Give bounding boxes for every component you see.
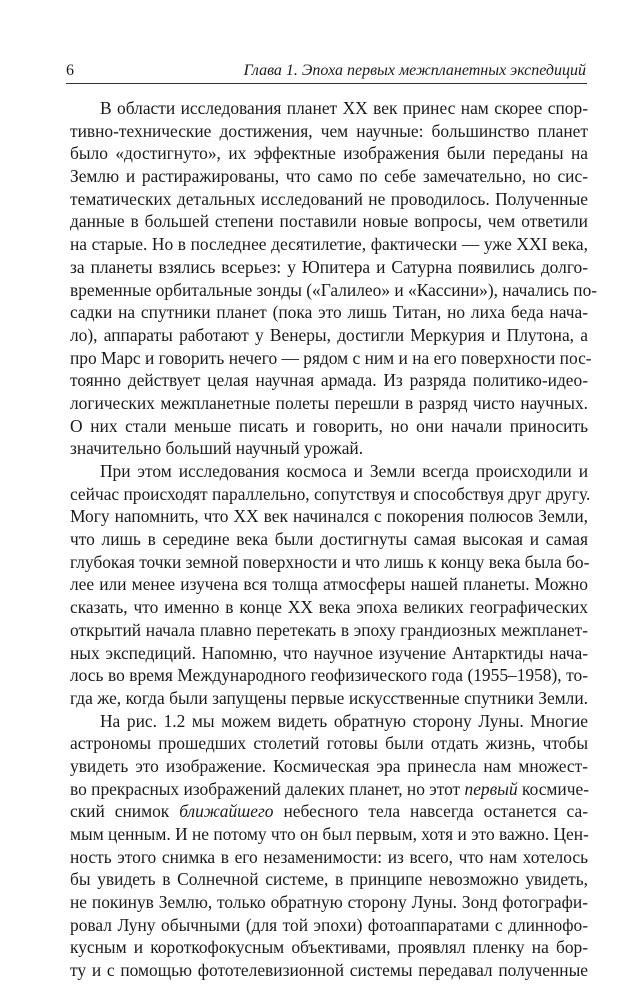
text-line: значительно больший научный урожай.	[70, 438, 364, 459]
text-line: В области исследования планет XX век принес нам скорее спор-	[100, 98, 588, 118]
text-line: открытий начала плавно перетекать в эпоху грандиозных межпланет-	[70, 619, 588, 640]
text-line: не покинув Землю, только обратную сторону Луны. Зонд фотографи-	[70, 892, 588, 913]
text-line: увидеть это изображение. Космическая эра принесла нам множест-	[70, 755, 588, 776]
text-fragment: космиче-	[517, 778, 589, 799]
text-line: сейчас происходят параллельно, сопутствуя и способствуя друг другу.	[70, 483, 591, 504]
text-line: данные в большей степени поставили новые вопросы, чем ответили	[70, 211, 588, 232]
text-line	[70, 800, 588, 823]
header-rule	[66, 83, 587, 84]
text-line: Могу напомнить, что XX век начинался с покорения полюсов Земли,	[70, 506, 588, 527]
text-line: лось во время Международного геофизического года (1955–1958), то-	[70, 665, 588, 686]
text-line: про Марс и говорить нечего — рядом с ним и на его поверхности пос-	[70, 347, 592, 368]
text-line: Землю и растиражированы, что само по себе замечательно, но сис-	[70, 166, 588, 187]
text-line: что лишь в середине века были достигнуты самая высокая и самая	[70, 529, 588, 550]
page-number: 6	[66, 62, 74, 79]
text-line: глубокая точки земной поверхности и что лишь к концу века была бо-	[70, 551, 590, 572]
text-line: тематических детальных исследований не проводилось. Полученные	[70, 188, 588, 209]
paragraph-1	[70, 97, 598, 460]
text-line: сказать, что именно в конце XX века эпоха великих географических	[70, 597, 588, 618]
emphasis-nearest: ближайшего	[179, 801, 274, 822]
paragraph-2	[70, 460, 591, 710]
text-fragment: во прекрасных изображений далеких планет, но этот	[70, 778, 465, 799]
text-line: ных экспедиций. Напомню, что научное изучение Антарктиды нача-	[70, 642, 588, 663]
text-line: бы увидеть в Солнечной системе, в принципе невозможно увидеть,	[70, 869, 588, 890]
text-line: астрономы прошедших столетий готовы были отдать жизнь, чтобы	[70, 733, 588, 754]
text-line: логических межпланетные полеты перешли в разряд чисто научных.	[70, 392, 588, 413]
running-title: Глава 1. Эпоха первых межпланетных экспедиций	[243, 62, 586, 79]
text-line: О них стали меньше писать и говорить, но они начали приносить	[70, 415, 588, 436]
paragraph-3	[70, 710, 588, 982]
emphasis-first: первый	[464, 778, 518, 799]
text-fragment: ский снимок	[70, 801, 180, 822]
text-line: тивно-технические достижения, чем научные: большинство планет	[70, 120, 588, 141]
body-text	[70, 97, 598, 982]
text-line: При этом исследования космоса и Земли всегда происходили и	[100, 461, 588, 481]
text-line: было «достигнуто», их эффектные изображения были переданы на	[70, 143, 588, 164]
text-line: лее или менее изучена вся толща атмосферы нашей планеты. Можно	[70, 574, 588, 595]
text-line: садки на спутники планет (пока это лишь Титан, но лиха беда нача-	[70, 302, 588, 323]
text-line: гда же, когда были запущены первые искусственные спутники Земли.	[70, 687, 588, 708]
text-line: за планеты взялись всерьез: у Юпитера и Сатурна появились долго-	[70, 256, 588, 277]
text-line: ло), аппараты работают у Венеры, достигли Меркурия и Плутона, а	[70, 324, 588, 345]
text-line: На рис. 1.2 мы можем видеть обратную сторону Луны. Многие	[100, 710, 588, 731]
text-line: ность этого снимка в его незаменимости: из всего, что нам хотелось	[70, 846, 588, 867]
text-line: мым ценным. И не потому что он был первым, хотя и это важно. Цен-	[70, 824, 589, 844]
text-line: тоянно действует целая научная армада. Из разряда политико-идео-	[70, 370, 588, 391]
text-line: кусным и короткофокусным объективами, проявлял пленку на бор-	[70, 937, 588, 958]
text-fragment: небесного тела навсегда останется са-	[273, 801, 588, 822]
text-line: ту и с помощью фототелевизионной системы передавал полученные	[70, 960, 588, 981]
text-line	[70, 778, 588, 801]
text-line: временные орбитальные зонды («Галилео» и «Кассини»), начались по-	[70, 279, 598, 300]
text-line: на старые. Но в последнее десятилетие, фактически — уже XXI века,	[70, 234, 588, 255]
text-line: ровал Луну обычными (для той эпохи) фотоаппаратами с длиннофо-	[70, 914, 588, 935]
